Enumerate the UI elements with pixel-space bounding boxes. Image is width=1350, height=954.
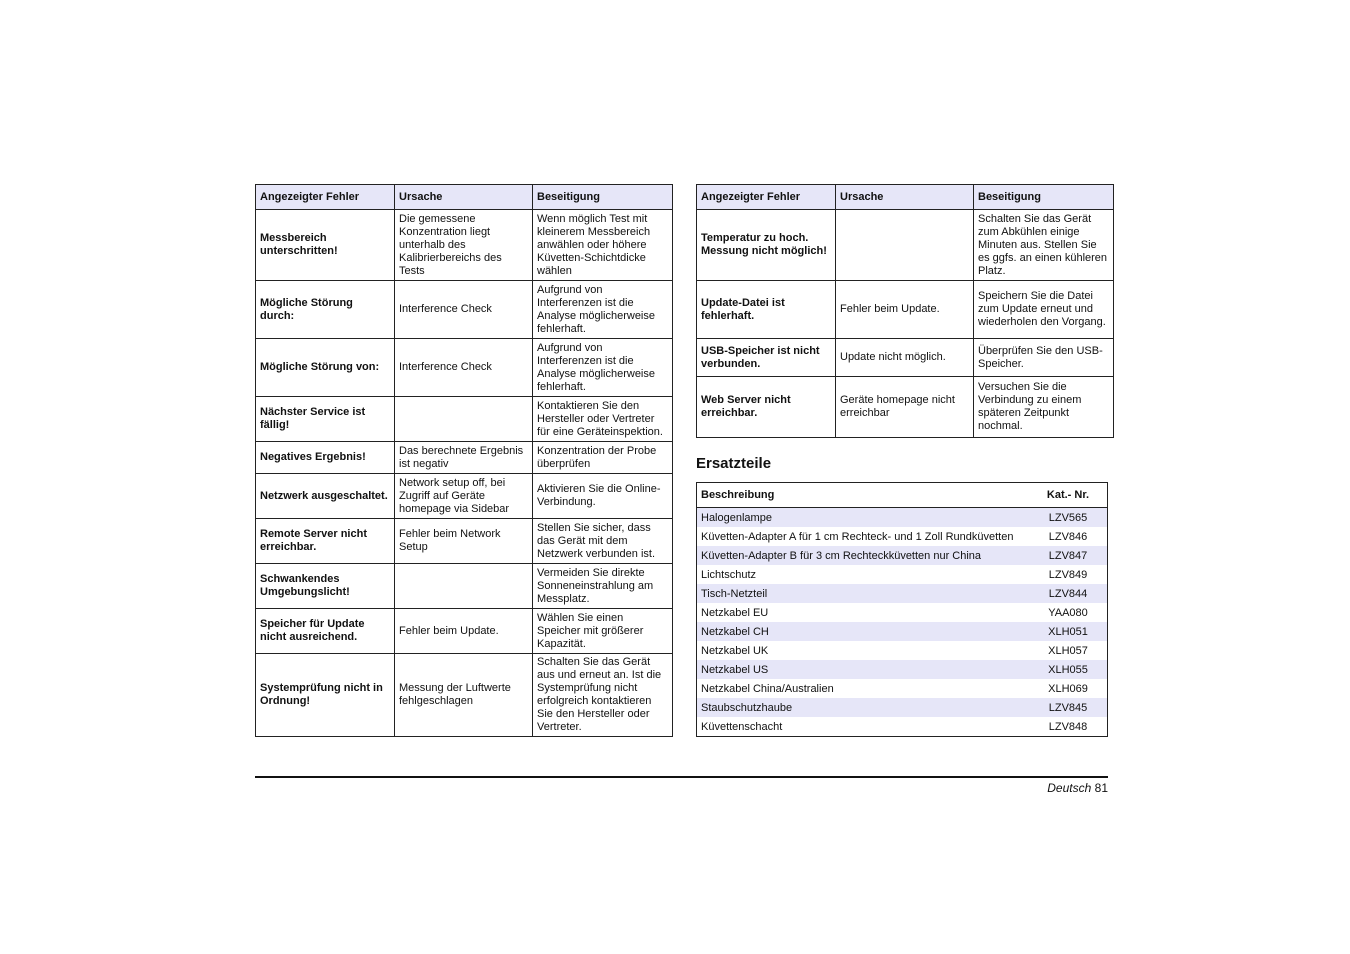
table-row xyxy=(697,603,1108,622)
error-cell: Mögliche Störung durch: xyxy=(256,281,395,339)
header-fix: Beseitigung xyxy=(974,185,1114,210)
fix-cell: Aufgrund von Interferenzen ist die Analyse möglicherweise fehlerhaft. xyxy=(533,281,673,339)
table-header-row xyxy=(697,185,1114,210)
fix-cell: Wenn möglich Test mit kleinerem Messbereich anwählen oder höhere Küvetten-Schichtdicke wählen xyxy=(533,210,673,281)
header-error: Angezeigter Fehler xyxy=(256,185,395,210)
fix-cell: Schalten Sie das Gerät aus und erneut an. Ist die Systemprüfung nicht erfolgreich kontaktieren Sie den Hersteller oder Vertreter. xyxy=(533,654,673,737)
table-row xyxy=(697,508,1108,528)
table-row xyxy=(256,609,673,654)
cause-cell xyxy=(836,210,974,281)
fix-cell: Wählen Sie einen Speicher mit größerer Kapazität. xyxy=(533,609,673,654)
part-description: Küvettenschacht xyxy=(701,720,783,733)
table-header-row xyxy=(697,483,1108,508)
part-number: XLH055 xyxy=(1029,660,1108,679)
table-row xyxy=(697,281,1114,339)
cause-cell: Update nicht möglich. xyxy=(836,339,974,377)
error-cell: Netzwerk ausgeschaltet. xyxy=(256,474,395,519)
cause-cell: Fehler beim Update. xyxy=(836,281,974,339)
cause-cell: Network setup off, bei Zugriff auf Geräte homepage via Sidebar xyxy=(395,474,533,519)
part-description: Küvetten-Adapter B für 3 cm Rechteckküvetten nur China xyxy=(697,546,1030,565)
table-row xyxy=(697,698,1108,717)
error-cell: Systemprüfung nicht in Ordnung! xyxy=(256,654,395,737)
fix-cell: Kontaktieren Sie den Hersteller oder Vertreter für eine Geräteinspektion. xyxy=(533,397,673,442)
fix-cell: Vermeiden Sie direkte Sonneneinstrahlung am Messplatz. xyxy=(533,564,673,609)
header-cause: Ursache xyxy=(836,185,974,210)
error-cell: Speicher für Update nicht ausreichend. xyxy=(256,609,395,654)
table-row xyxy=(697,717,1108,737)
table-row xyxy=(256,519,673,564)
cause-cell: Messung der Luftwerte fehlgeschlagen xyxy=(395,654,533,737)
table-row xyxy=(697,641,1108,660)
fix-cell: Versuchen Sie die Verbindung zu einem späteren Zeitpunkt nochmal. xyxy=(974,377,1114,438)
part-description: Netzkabel China/Australien xyxy=(701,682,834,695)
fix-cell: Überprüfen Sie den USB-Speicher. xyxy=(974,339,1114,377)
header-catalog-number: Kat.- Nr. xyxy=(1029,483,1108,508)
footer-divider xyxy=(255,776,1108,778)
part-number: XLH051 xyxy=(1029,622,1108,641)
header-cause: Ursache xyxy=(395,185,533,210)
table-header-row xyxy=(256,185,673,210)
part-description: Netzkabel CH xyxy=(697,622,1030,641)
fix-cell: Stellen Sie sicher, dass das Gerät mit dem Netzwerk verbunden ist. xyxy=(533,519,673,564)
table-row xyxy=(256,564,673,609)
page-footer xyxy=(255,781,1108,795)
table-row xyxy=(697,565,1108,584)
page-number: 81 xyxy=(1094,781,1108,795)
part-description: Lichtschutz xyxy=(701,568,757,581)
header-fix: Beseitigung xyxy=(533,185,673,210)
table-row xyxy=(256,442,673,474)
cause-cell: Interference Check xyxy=(395,339,533,397)
table-row xyxy=(697,527,1108,546)
cause-cell xyxy=(395,564,533,609)
part-number: LZV846 xyxy=(1048,530,1088,543)
error-cell: Web Server nicht erreichbar. xyxy=(697,377,836,438)
part-number: LZV849 xyxy=(1048,568,1088,581)
part-number: LZV565 xyxy=(1029,508,1108,528)
part-description: Staubschutzhaube xyxy=(697,698,1030,717)
error-cell: Nächster Service ist fällig! xyxy=(256,397,395,442)
cause-cell: Fehler beim Network Setup xyxy=(395,519,533,564)
table-row xyxy=(256,339,673,397)
fix-cell: Schalten Sie das Gerät zum Abkühlen einige Minuten aus. Stellen Sie es ggfs. an einen kühleren Platz. xyxy=(974,210,1114,281)
error-cell: USB-Speicher ist nicht verbunden. xyxy=(697,339,836,377)
table-row xyxy=(697,339,1114,377)
cause-cell: Geräte homepage nicht erreichbar xyxy=(836,377,974,438)
fix-cell: Konzentration der Probe überprüfen xyxy=(533,442,673,474)
cause-cell: Die gemessene Konzentration liegt unterhalb des Kalibrierbereichs des Tests xyxy=(395,210,533,281)
error-table-left xyxy=(255,184,673,737)
part-number: YAA080 xyxy=(1048,606,1088,619)
error-cell: Messbereich unterschritten! xyxy=(256,210,395,281)
header-description: Beschreibung xyxy=(697,483,1030,508)
table-row xyxy=(697,584,1108,603)
table-row xyxy=(256,210,673,281)
spare-parts-table xyxy=(696,482,1108,737)
fix-cell: Speichern Sie die Datei zum Update erneut und wiederholen den Vorgang. xyxy=(974,281,1114,339)
part-number: LZV847 xyxy=(1029,546,1108,565)
part-description: Küvetten-Adapter A für 1 cm Rechteck- und 1 Zoll Rundküvetten xyxy=(701,530,1014,543)
part-description: Netzkabel US xyxy=(697,660,1030,679)
table-row xyxy=(697,660,1108,679)
table-row xyxy=(697,622,1108,641)
error-cell: Schwankendes Umgebungslicht! xyxy=(256,564,395,609)
error-cell: Temperatur zu hoch. Messung nicht möglich! xyxy=(697,210,836,281)
part-description: Tisch-Netzteil xyxy=(697,584,1030,603)
part-number: XLH069 xyxy=(1048,682,1088,695)
table-row xyxy=(697,377,1114,438)
cause-cell: Interference Check xyxy=(395,281,533,339)
error-cell: Mögliche Störung von: xyxy=(256,339,395,397)
part-description: Netzkabel UK xyxy=(701,644,769,657)
table-row xyxy=(256,397,673,442)
table-row xyxy=(256,474,673,519)
part-number: LZV845 xyxy=(1029,698,1108,717)
table-row xyxy=(697,210,1114,281)
part-number: LZV844 xyxy=(1029,584,1108,603)
cause-cell: Das berechnete Ergebnis ist negativ xyxy=(395,442,533,474)
error-cell: Remote Server nicht erreichbar. xyxy=(256,519,395,564)
table-row xyxy=(256,654,673,737)
error-table-right xyxy=(696,184,1114,438)
table-row xyxy=(256,281,673,339)
table-row xyxy=(697,546,1108,565)
fix-cell: Aufgrund von Interferenzen ist die Analyse möglicherweise fehlerhaft. xyxy=(533,339,673,397)
cause-cell: Fehler beim Update. xyxy=(395,609,533,654)
header-error: Angezeigter Fehler xyxy=(697,185,836,210)
fix-cell: Aktivieren Sie die Online-Verbindung. xyxy=(533,474,673,519)
part-description: Halogenlampe xyxy=(697,508,1030,528)
part-description: Netzkabel EU xyxy=(701,606,769,619)
error-cell: Negatives Ergebnis! xyxy=(256,442,395,474)
footer-language: Deutsch xyxy=(1047,781,1092,795)
error-cell: Update-Datei ist fehlerhaft. xyxy=(697,281,836,339)
table-row xyxy=(697,679,1108,698)
part-number: XLH057 xyxy=(1048,644,1088,657)
cause-cell xyxy=(395,397,533,442)
part-number: LZV848 xyxy=(1048,720,1088,733)
section-title-spare-parts: Ersatzteile xyxy=(696,455,772,472)
